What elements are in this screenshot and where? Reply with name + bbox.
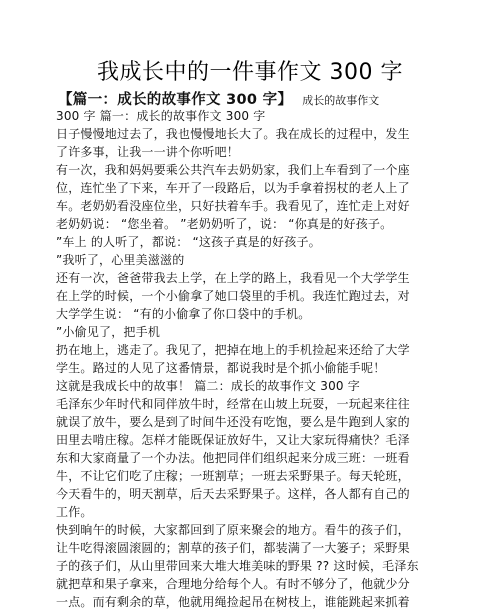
document-body bbox=[56, 107, 488, 611]
text-line: 位，连忙坐了下来，车开了一段路后，以为手拿着拐杖的老人上了 bbox=[56, 181, 410, 195]
text-line: 在上学的时候，一个小偷拿了她口袋里的手机。我连忙跑过去，对 bbox=[56, 289, 410, 303]
text-line: 这就是我成长中的故事！ 篇二：成长的故事作文 300 字 bbox=[56, 379, 360, 393]
text-line: 快到晌午的时候，大家都回到了原来聚会的地方。看牛的孩子们， bbox=[56, 523, 410, 537]
text-line: 还有一次，爸爸带我去上学，在上学的路上，我看见一个大学学生 bbox=[56, 271, 410, 285]
text-line: 工作。 bbox=[56, 505, 93, 519]
text-line: 子的孩子们，从山里带回来大堆大堆美味的野果 ?? 这时候，毛泽东 bbox=[56, 559, 419, 573]
section-heading bbox=[58, 88, 379, 109]
text-line: ”我听了，心里美滋滋的 bbox=[56, 253, 185, 267]
text-line: 车。老奶奶看没座位坐，只好扶着车手。我看见了，连忙走上对好 bbox=[56, 199, 410, 213]
text-line: 田里去啃庄稼。怎样才能既保证放好牛，又让大家玩得痛快？毛泽 bbox=[56, 433, 410, 447]
text-line: 让牛吃得滚圆滚圆的；割草的孩子们，都装满了一大篓子；采野果 bbox=[56, 541, 410, 555]
text-line: 300 字 篇一：成长的故事作文 300 字 bbox=[56, 109, 266, 123]
text-line: 大学学生说： “有的小偷拿了你口袋中的手机。 bbox=[56, 307, 311, 321]
text-line: 老奶奶说： “您坐着。 ”老奶奶听了，说： “你真是的好孩子。 bbox=[56, 217, 393, 231]
text-line: 学生。路过的人见了这番情景，都说我时是个抓小偷能手呢！ bbox=[56, 361, 386, 375]
text-line: 毛泽东少年时代和同伴放牛时，经常在山坡上玩耍，一玩起来往往 bbox=[56, 397, 410, 411]
section-heading-main: 【篇一：成长的故事作文 300 字】 bbox=[58, 92, 293, 108]
text-line: 一点。而有剩余的草，他就用绳捡起吊在树枝上，谁能跳起来抓着 bbox=[56, 595, 410, 609]
text-line: 扔在地上，逃走了。我见了，把掉在地上的手机捡起来还给了大学 bbox=[56, 343, 410, 357]
text-line: 有一次，我和妈妈要乘公共汽车去奶奶家，我们上车看到了一个座 bbox=[56, 163, 410, 177]
text-line: 东和大家商量了一个办法。他把同伴们组织起来分成三班：一班看 bbox=[56, 451, 410, 465]
section-heading-side: 成长的故事作文 bbox=[302, 94, 380, 107]
text-line: 日子慢慢地过去了，我也慢慢地长大了。我在成长的过程中，发生 bbox=[56, 127, 410, 141]
text-line: 牛，不让它们吃了庄稼；一班割草；一班去采野果子。每天轮班， bbox=[56, 469, 410, 483]
text-line: 了许多事，让我一一讲个你听吧！ bbox=[56, 145, 240, 159]
text-line: ”车上 的人听了，都说： “这孩子真是的好孩子。 bbox=[56, 235, 321, 249]
text-line: 就误了放牛，要么是到了时间牛还没有吃饱，要么是牛跑到人家的 bbox=[56, 415, 410, 429]
text-line: 就把草和果子拿来，合理地分给每个人。有时不够分了，他就少分 bbox=[56, 577, 410, 591]
document-title: 我成长中的一件事作文 300 字 bbox=[97, 60, 403, 85]
text-line: 今天看牛的，明天割草，后天去采野果子。这样，各人都有自己的 bbox=[56, 487, 410, 501]
text-line: ”小偷见了，把手机 bbox=[56, 325, 161, 339]
